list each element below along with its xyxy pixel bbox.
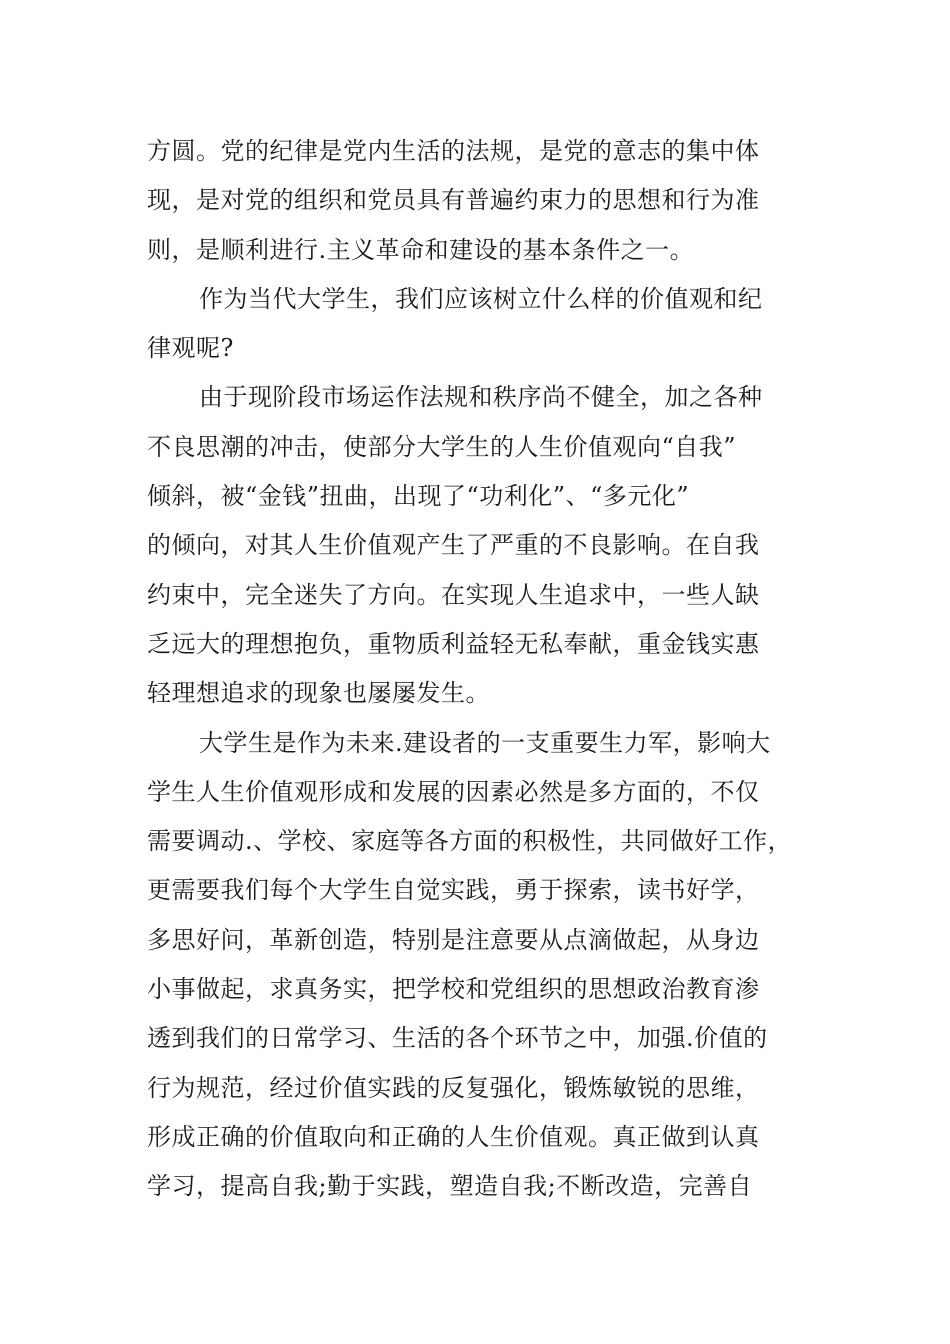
text-line: 学生人生价值观形成和发展的因素必然是多方面的，不仅 bbox=[147, 777, 760, 806]
text-line: 需要调动.、学校、家庭等各方面的积极性，共同做好工作， bbox=[147, 827, 793, 856]
text-line: 多思好问，革新创造，特别是注意要从点滴做起，从身边 bbox=[147, 925, 760, 954]
text-line: 轻理想追求的现象也屡屡发生。 bbox=[147, 679, 490, 708]
text-line: 小事做起，求真务实，把学校和党组织的思想政治教育渗 bbox=[147, 975, 760, 1004]
text-line: 约束中，完全迷失了方向。在实现人生追求中，一些人缺 bbox=[147, 580, 760, 609]
text-line: 倾斜，被“金钱”扭曲，出现了“功利化”、“多元化” bbox=[147, 482, 690, 511]
text-line: 乏远大的理想抱负，重物质利益轻无私奉献，重金钱实惠 bbox=[147, 629, 760, 658]
text-line: 方圆。党的纪律是党内生活的法规，是党的意志的集中体 bbox=[147, 137, 760, 165]
text-line: 作为当代大学生，我们应该树立什么样的价值观和纪 bbox=[199, 284, 763, 313]
text-line: 的倾向，对其人生价值观产生了严重的不良影响。在自我 bbox=[147, 531, 760, 560]
text-line: 更需要我们每个大学生自觉实践，勇于探索，读书好学， bbox=[147, 876, 760, 905]
text-line: 行为规范，经过价值实践的反复强化，锻炼敏锐的思维， bbox=[147, 1073, 760, 1102]
text-line: 律观呢? bbox=[147, 334, 234, 363]
document-body bbox=[147, 127, 827, 1212]
text-line: 则，是顺利进行.主义革命和建设的基本条件之一。 bbox=[147, 235, 695, 264]
text-line: 现，是对党的组织和党员具有普遍约束力的思想和行为准 bbox=[147, 186, 760, 215]
text-line: 学习，提高自我;勤于实践，塑造自我;不断改造，完善自 bbox=[147, 1172, 753, 1201]
text-line: 形成正确的价值取向和正确的人生价值观。真正做到认真 bbox=[147, 1122, 760, 1151]
text-line: 由于现阶段市场运作法规和秩序尚不健全，加之各种 bbox=[199, 383, 763, 412]
text-line: 大学生是作为未来.建设者的一支重要生力军，影响大 bbox=[199, 728, 771, 757]
text-line: 不良思潮的冲击，使部分大学生的人生价值观向“自我” bbox=[147, 432, 737, 461]
text-line: 透到我们的日常学习、生活的各个环节之中，加强.价值的 bbox=[147, 1024, 768, 1053]
